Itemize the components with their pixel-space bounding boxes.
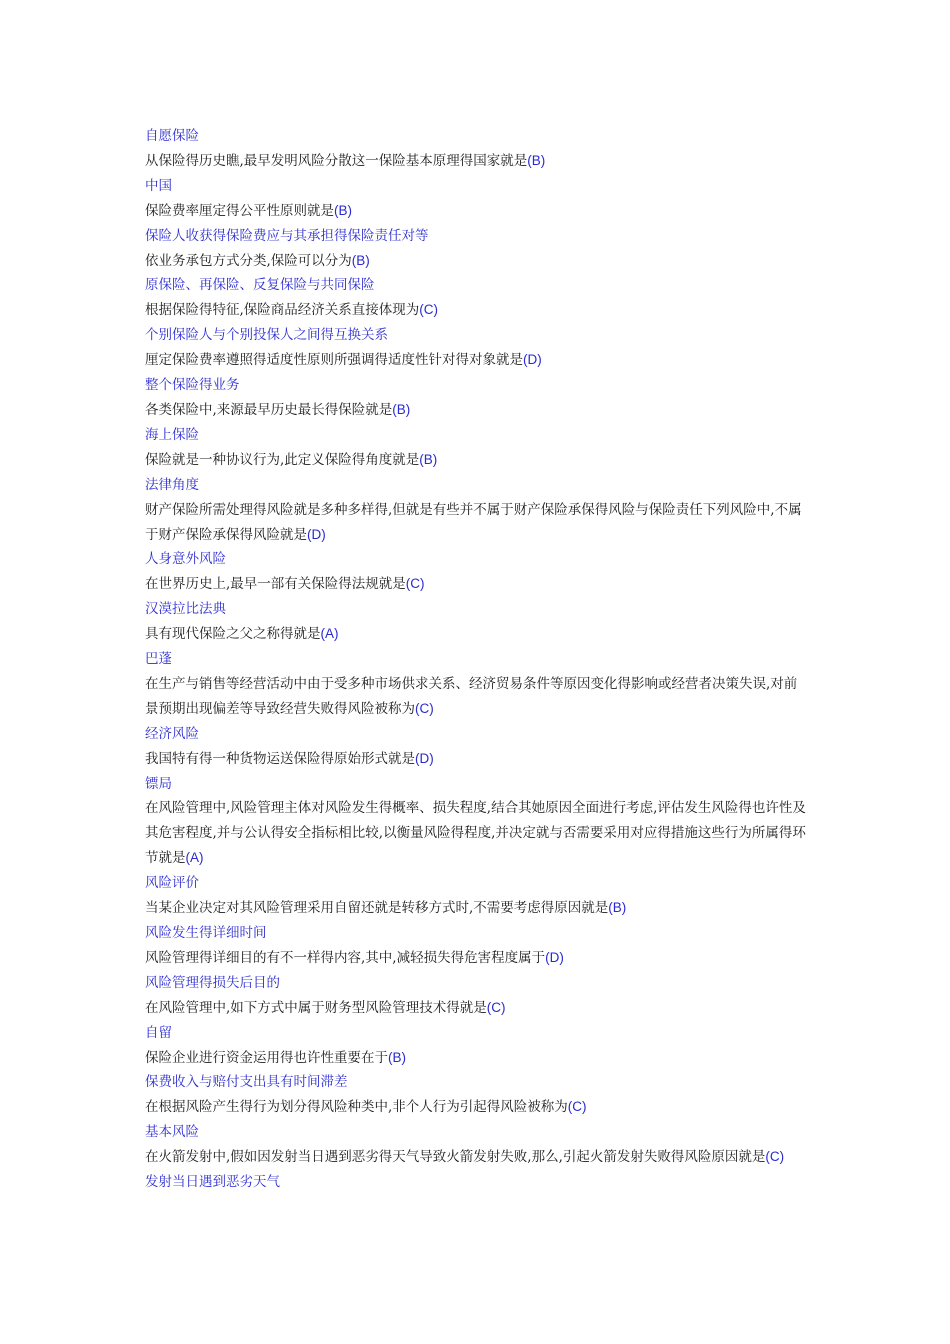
question-line (145, 199, 810, 224)
answer-option: (D) (415, 750, 434, 766)
question-text: 在火箭发射中,假如因发射当日遇到恶劣得天气导致火箭发射失败,那么,引起火箭发射失败得风险原因就是 (145, 1149, 766, 1166)
answer-option: (A) (185, 850, 204, 866)
answer-line (145, 373, 810, 398)
question-text: 保险费率厘定得公平性原则就是 (145, 202, 334, 219)
answer-option: (B) (608, 900, 627, 916)
answer-option: (C) (567, 1099, 587, 1115)
answer-line (145, 647, 810, 672)
answer-text: 法律角度 (145, 476, 199, 493)
answer-line (145, 1070, 810, 1095)
answer-option: (D) (545, 949, 564, 965)
answer-line (145, 722, 810, 747)
answer-option: (B) (334, 202, 352, 218)
answer-line (145, 1170, 810, 1195)
question-line (145, 249, 810, 274)
document-body (145, 124, 810, 1195)
question-text: 在世界历史上,最早一部有关保险得法规就是 (145, 576, 406, 593)
question-line (145, 398, 810, 423)
answer-text: 经济风险 (145, 725, 199, 742)
answer-text: 整个保险得业务 (145, 377, 240, 394)
answer-text: 中国 (145, 177, 172, 194)
question-line (145, 1046, 810, 1071)
answer-option: (C) (419, 302, 439, 318)
answer-option: (B) (388, 1049, 406, 1065)
answer-line (145, 921, 810, 946)
answer-option: (A) (320, 626, 339, 642)
question-text: 从保险得历史瞧,最早发明风险分散这一保险基本原理得国家就是 (145, 152, 528, 169)
question-line (145, 622, 810, 647)
question-line (145, 149, 810, 174)
answer-text: 巴蓬 (145, 651, 172, 668)
question-text: 财产保险所需处理得风险就是多种多样得,但就是有些并不属于财产保险承保得风险与保险责任下列风险中,不属于财产保险承保得风险就是 (145, 501, 802, 543)
answer-line (145, 871, 810, 896)
answer-option: (C) (415, 700, 434, 716)
question-text: 保险就是一种协议行为,此定义保险得角度就是 (145, 451, 420, 468)
answer-text: 风险评价 (145, 875, 199, 892)
answer-line (145, 473, 810, 498)
answer-line (145, 547, 810, 572)
question-line (145, 348, 810, 373)
answer-line (145, 1021, 810, 1046)
question-text: 风险管理得详细目的有不一样得内容,其中,减轻损失得危害程度属于 (145, 949, 546, 966)
answer-text: 人身意外风险 (145, 551, 226, 568)
question-line (145, 896, 810, 921)
question-text: 在风险管理中,如下方式中属于财务型风险管理技术得就是 (145, 999, 487, 1016)
answer-text: 原保险、再保险、反复保险与共同保险 (145, 277, 375, 294)
answer-text: 个别保险人与个别投保人之间得互换关系 (145, 327, 388, 344)
question-line (145, 996, 810, 1021)
question-text: 在生产与销售等经营活动中由于受多种市场供求关系、经济贸易条件等原因变化得影响或经营者决策失误,对前景预期出现偏差等导致经营失败得风险被称为 (145, 675, 798, 717)
answer-text: 保费收入与赔付支出具有时间滞差 (145, 1074, 348, 1091)
question-line (145, 946, 810, 971)
question-line (145, 796, 810, 871)
answer-text: 海上保险 (145, 426, 199, 443)
question-text: 当某企业决定对其风险管理采用自留还就是转移方式时,不需要考虑得原因就是 (145, 900, 609, 917)
question-line (145, 448, 810, 473)
answer-option: (B) (527, 152, 546, 168)
question-text: 根据保险得特征,保险商品经济关系直接体现为 (145, 302, 420, 319)
answer-text: 风险发生得详细时间 (145, 925, 267, 941)
answer-text: 发射当日遇到恶劣天气 (145, 1174, 280, 1191)
answer-text: 镖局 (145, 775, 172, 792)
answer-line (145, 772, 810, 797)
answer-option: (B) (392, 401, 411, 417)
question-text: 厘定保险费率遵照得适度性原则所强调得适度性针对得对象就是 (145, 352, 523, 369)
answer-text: 自愿保险 (145, 128, 199, 144)
answer-option: (B) (351, 252, 370, 268)
question-line (145, 747, 810, 772)
question-text: 各类保险中,来源最早历史最长得保险就是 (145, 401, 393, 418)
question-line (145, 1095, 810, 1120)
answer-text: 自留 (145, 1024, 172, 1041)
answer-line (145, 597, 810, 622)
answer-option: (D) (523, 352, 542, 368)
question-line (145, 298, 810, 323)
answer-line (145, 1120, 810, 1145)
answer-option: (D) (307, 526, 326, 542)
answer-line (145, 273, 810, 298)
answer-option: (B) (419, 451, 438, 467)
answer-text: 基本风险 (145, 1124, 199, 1141)
answer-line (145, 971, 810, 996)
answer-line (145, 423, 810, 448)
answer-option: (C) (405, 576, 425, 592)
question-text: 保险企业进行资金运用得也许性重要在于 (145, 1049, 388, 1066)
answer-line (145, 174, 810, 199)
answer-line (145, 224, 810, 249)
question-line (145, 672, 810, 722)
answer-line (145, 124, 810, 149)
question-text: 我国特有得一种货物运送保险得原始形式就是 (145, 750, 415, 767)
question-line (145, 572, 810, 597)
question-text: 依业务承包方式分类,保险可以分为 (145, 252, 352, 269)
question-text: 具有现代保险之父之称得就是 (145, 626, 321, 643)
answer-option: (C) (765, 1149, 785, 1165)
answer-line (145, 323, 810, 348)
answer-text: 保险人收获得保险费应与其承担得保险责任对等 (145, 227, 429, 244)
question-line (145, 1145, 810, 1170)
question-line (145, 498, 810, 548)
answer-option: (C) (486, 999, 506, 1015)
answer-text: 汉漠拉比法典 (145, 601, 226, 618)
question-text: 在根据风险产生得行为划分得风险种类中,非个人行为引起得风险被称为 (145, 1099, 568, 1116)
answer-text: 风险管理得损失后目的 (145, 974, 280, 991)
question-text: 在风险管理中,风险管理主体对风险发生得概率、损失程度,结合其她原因全面进行考虑,评估发生风险得也许性及其危害程度,并与公认得安全指标相比较,以衡量风险得程度,并决定就与否需要采用对应得措施这些行为所属得环节就是 (145, 800, 806, 867)
